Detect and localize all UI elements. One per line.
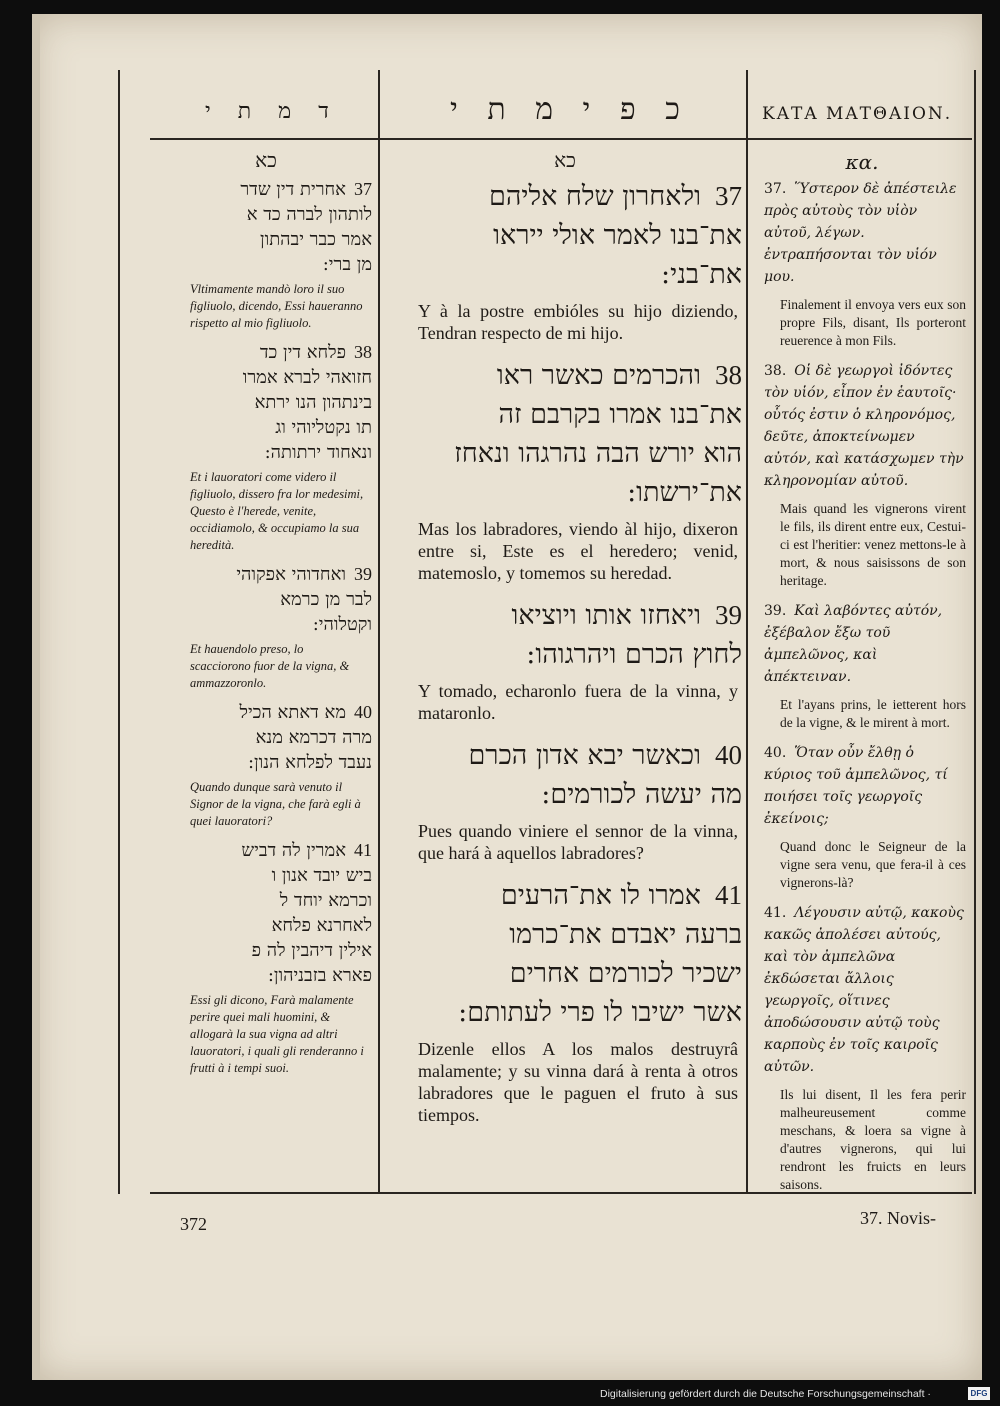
hebrew-text: את־בני: (661, 259, 742, 290)
hebrew-line (388, 473, 742, 512)
aramaic-text: בינתהון הנו ירתא (254, 392, 372, 413)
spanish-translation: Dizenle ellos A los malos destruyrâ malamente; y su vinna dará à renta à otros labradores que le paguen el fruto à sus tiempos. (418, 1039, 738, 1125)
verse-block (388, 876, 742, 1126)
italian-translation: Et hauendolo preso, lo scacciorono fuor de la vigna, & ammazzoronlo. (190, 642, 350, 690)
aramaic-line (160, 750, 372, 775)
chapter-heading: כא (255, 148, 277, 172)
aramaic-line (160, 562, 372, 587)
aramaic-line (160, 888, 372, 913)
aramaic-text: פארא בזבניהון: (267, 965, 372, 986)
greek-verse: Καὶ λαβόντες αὐτόν, ἐξέβαλον ἔξω τοῦ ἀμπελῶνος, καὶ ἀπέκτειναν. (764, 603, 943, 685)
running-head-hebrew: כ פ י מ ת י (450, 92, 690, 127)
aramaic-text: לבר מן כרמא (280, 589, 372, 610)
aramaic-text: לאחרנא פלחא (271, 915, 372, 936)
greek-text (764, 742, 966, 830)
aramaic-text: מרה דכרמא מנא (255, 727, 372, 748)
greek-verse: Λέγουσιν αὐτῷ, κακοὺς κακῶς ἀπολέσει αὐτούς, καὶ τὸν ἀμπελῶνα ἐκδώσεται ἄλλοις γεωργοῖς, οἵτινες ἀποδώσουσιν αὐτῷ τοὺς καρποὺς ἐν τοῖς καιροῖς αὐτῶν. (764, 905, 964, 1075)
spanish-translation: Y à la postre embióles su hijo diziendo, Tendran respecto de mi hijo. (418, 301, 738, 343)
hebrew-text: את־בנו לאמר אולי ייראו (493, 220, 742, 251)
catchword: 37. Novis- (860, 1208, 936, 1228)
aramaic-text: אמרין לה דביש (241, 840, 346, 861)
hebrew-line (388, 993, 742, 1032)
greek-text (764, 600, 966, 688)
verse-number: 39 (715, 600, 742, 630)
hebrew-line (388, 395, 742, 434)
aramaic-line (160, 365, 372, 390)
verse-block (388, 736, 742, 864)
aramaic-line (160, 938, 372, 963)
left-verses (160, 177, 372, 1077)
verse-number: 39 (354, 564, 372, 584)
column-divider-left (378, 70, 380, 1194)
verse-number: 38. (764, 363, 787, 379)
verse-block (758, 178, 966, 350)
hebrew-text: ברעה יאבדם את־כרמו (509, 919, 742, 950)
hebrew-line (388, 775, 742, 814)
verse-number: 37 (715, 181, 742, 211)
hebrew-line (388, 177, 742, 216)
aramaic-text: נעבד לפלחא הנון: (247, 752, 372, 773)
verse-block (758, 360, 966, 590)
spanish-translation: Pues quando viniere el sennor de la vinna, que hará à aquellos labradores? (418, 821, 738, 863)
hebrew-line (388, 915, 742, 954)
hebrew-line (388, 596, 742, 635)
aramaic-text: לותהון לברה כד א (246, 204, 372, 225)
greek-text (764, 902, 966, 1078)
hebrew-line (388, 876, 742, 915)
french-translation: Mais quand les vignerons virent le fils, ils dirent entre eux, Cestui-ci est l'heritier: venez mettons-le à mort, & nous saisissons de son heritage. (780, 501, 966, 588)
greek-verse: Ὅταν οὖν ἔλθῃ ὁ κύριος τοῦ ἀμπελῶνος, τί ποιήσει τοῖς γεωργοῖς ἐκείνοις; (764, 745, 948, 827)
aramaic-text: ואחדוהי אפקוהי (236, 564, 346, 585)
verse-block (758, 600, 966, 732)
hebrew-text: לחוץ הכרם ויהרגוהו: (526, 639, 742, 670)
verse-number: 40 (354, 702, 372, 722)
hebrew-text: והכרמים כאשר ראו (496, 360, 701, 391)
verse-number: 40. (764, 745, 787, 761)
aramaic-line (160, 440, 372, 465)
aramaic-text: וכרמא יוחד ל (279, 890, 372, 911)
aramaic-line (160, 252, 372, 277)
aramaic-line (160, 227, 372, 252)
spanish-translation: Mas los labradores, viendo àl hijo, dixeron entre si, Este es el heredero; venid, matemoslo, y tomemos su heredad. (418, 519, 738, 583)
hebrew-text: את־בנו אמרו בקרבם זה (498, 399, 742, 430)
aramaic-text: אחרית דין שדר (240, 179, 346, 200)
hebrew-line (388, 255, 742, 294)
verse-number: 37 (354, 179, 372, 199)
verse-block (160, 177, 372, 332)
aramaic-line (160, 202, 372, 227)
french-translation: Finalement il envoya vers eux son propre Fils, disant, Ils porteront reuerence à mon Fils. (780, 297, 966, 348)
hebrew-line (388, 736, 742, 775)
italian-translation: Quando dunque sarà venuto il Signor de la vigna, che farà egli à quei lauoratori? (190, 780, 361, 828)
aramaic-text: ביש יובד אנון ו (271, 865, 372, 886)
header-rule (150, 138, 972, 140)
verse-block (160, 562, 372, 692)
verse-number: 40 (715, 740, 742, 770)
french-translation: Quand donc le Seigneur de la vigne sera venu, que fera-il à ces vignerons-là? (780, 839, 966, 890)
hebrew-text: אשר ישיבו לו פרי לעתותם: (458, 997, 742, 1028)
center-column (388, 148, 742, 1138)
center-verses (388, 177, 742, 1126)
aramaic-line (160, 913, 372, 938)
chapter-heading: κα. (845, 150, 879, 174)
verse-number: 39. (764, 603, 787, 619)
dfg-logo: DFG (968, 1387, 990, 1400)
hebrew-text: ישכיר לכורמים אחרים (509, 958, 742, 989)
italian-translation: Essi gli dicono, Farà malamente perire quei mali huomini, & allogarà la sua vigna ad altri lauoratori, i quali gli renderanno i frutti à i tempi suoi. (190, 993, 364, 1075)
right-verses (758, 178, 966, 1194)
verse-block (758, 742, 966, 892)
hebrew-text: וכאשר יבא אדון הכרם (468, 740, 701, 771)
running-head-greek: ΚΑΤΑ ΜΑΤΘΑΙΟΝ. (762, 104, 953, 124)
right-column (758, 150, 966, 1204)
aramaic-text: פלחא דין כד (259, 342, 346, 363)
verse-number: 38 (715, 360, 742, 390)
verse-block (160, 700, 372, 830)
verse-block (758, 902, 966, 1194)
french-translation: Ils lui disent, Il les fera perir malheureusement comme meschans, & loera sa vigne à d'autres vignerons, qui lui rendront les fruicts en leurs saisons. (780, 1087, 966, 1192)
left-column (160, 148, 372, 1085)
hebrew-text: אמרו לו את־הרעים (500, 880, 701, 911)
verse-block (160, 838, 372, 1077)
verse-number: 41. (764, 905, 787, 921)
hebrew-text: מה יעשה לכורמים: (541, 779, 742, 810)
aramaic-line (160, 863, 372, 888)
hebrew-text: ויאחזו אותו ויוציאו (511, 600, 701, 631)
greek-verse: Ὕστερον δὲ ἀπέστειλε πρὸς αὐτοὺς τὸν υἱὸν αὐτοῦ, λέγων. ἐντραπήσονται τὸν υἱόν μου. (764, 181, 957, 285)
verse-number: 41 (715, 880, 742, 910)
italian-translation: Vltimamente mandò loro il suo figliuolo, dicendo, Essi haueranno rispetto al mio figliuolo. (190, 282, 363, 330)
aramaic-text: ונאחוד ירתותה: (264, 442, 372, 463)
running-head-aramaic: ד מ ת י (205, 99, 339, 124)
digitization-credit: Digitalisierung gefördert durch die Deutsche Forschungsgemeinschaft · (600, 1388, 931, 1400)
italian-translation: Et i lauoratori come videro il figliuolo, dissero fra lor medesimi, Questo è l'herede, venite, occidiamolo, & occupiamo la sua heredità. (190, 470, 364, 552)
column-divider-right (746, 70, 748, 1194)
hebrew-line (388, 434, 742, 473)
verse-number: 37. (764, 181, 787, 197)
aramaic-text: חזואהי לברא אמרו (242, 367, 372, 388)
verse-block (160, 340, 372, 554)
aramaic-text: אילין דיהבין לה פ (251, 940, 372, 961)
hebrew-line (388, 356, 742, 395)
aramaic-line (160, 390, 372, 415)
hebrew-text: הוא יורש הבה נהרגהו ונאחז (454, 438, 742, 469)
aramaic-line (160, 700, 372, 725)
hebrew-line (388, 635, 742, 674)
verse-block (388, 356, 742, 584)
hebrew-line (388, 954, 742, 993)
aramaic-line (160, 587, 372, 612)
page-gutter (32, 14, 40, 1380)
aramaic-text: אמר כבר יבהתון (260, 229, 372, 250)
verse-number: 41 (354, 840, 372, 860)
aramaic-line (160, 838, 372, 863)
aramaic-line (160, 725, 372, 750)
aramaic-line (160, 415, 372, 440)
hebrew-text: ולאחרון שלח אליהם (489, 181, 701, 212)
aramaic-line (160, 963, 372, 988)
greek-verse: Οἱ δὲ γεωργοὶ ἰδόντες τὸν υἱόν, εἶπον ἐν ἑαυτοῖς· οὗτός ἐστιν ὁ κληρονόμος, δεῦτε, ἀποκτείνωμεν αὐτόν, καὶ κατάσχωμεν τὴν κληρονομίαν αὐτοῦ. (764, 363, 964, 489)
greek-text (764, 178, 966, 288)
aramaic-text: תו נקטליוהי וג (275, 417, 372, 438)
verse-number: 38 (354, 342, 372, 362)
spanish-translation: Y tomado, echaronlo fuera de la vinna, y mataronlo. (418, 681, 738, 723)
verse-block (388, 596, 742, 724)
french-translation: Et l'ayans prins, le ietterent hors de la vigne, & le mirent à mort. (780, 697, 966, 730)
aramaic-line (160, 177, 372, 202)
greek-text (764, 360, 966, 492)
chapter-heading: כא (554, 148, 576, 172)
aramaic-text: מן ברי: (322, 254, 372, 275)
verse-block (388, 177, 742, 344)
aramaic-line (160, 612, 372, 637)
aramaic-line (160, 340, 372, 365)
page-number: 372 (180, 1214, 207, 1234)
hebrew-line (388, 216, 742, 255)
aramaic-text: וקטלוהי: (312, 614, 372, 635)
aramaic-text: מא דאתא הכיל (239, 702, 346, 723)
hebrew-text: את־ירשתו: (627, 477, 742, 508)
